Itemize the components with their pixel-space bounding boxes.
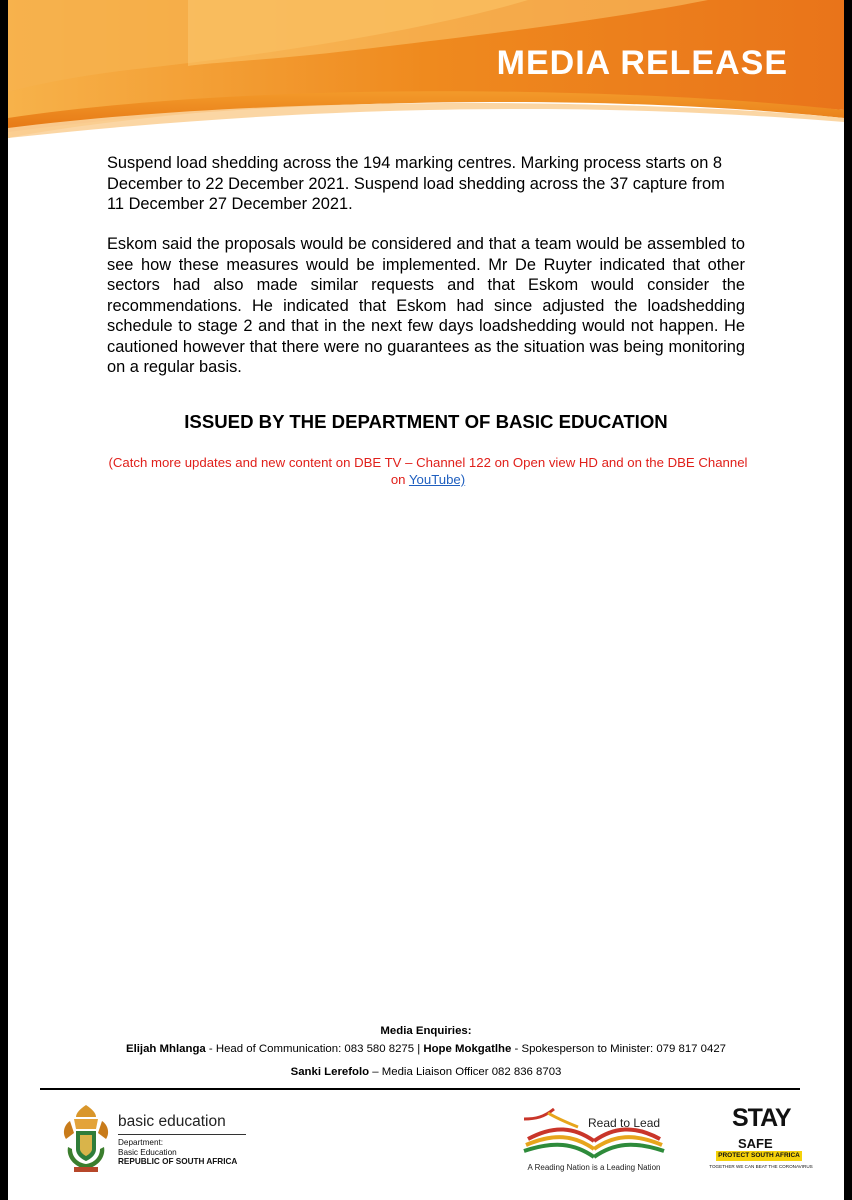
- footer-divider: [40, 1088, 800, 1090]
- media-release-banner: [8, 0, 844, 140]
- read-to-lead-tagline: A Reading Nation is a Leading Nation: [527, 1163, 661, 1172]
- dbe-department-name: Basic Education: [118, 1147, 177, 1157]
- issued-by-heading: ISSUED BY THE DEPARTMENT OF BASIC EDUCATION: [184, 411, 668, 432]
- contact-name: Sanki Lerefolo: [290, 1066, 370, 1078]
- media-enquiries-title: Media Enquiries:: [380, 1025, 472, 1037]
- stay-word: STAY: [732, 1104, 791, 1132]
- protect-south-africa-badge: PROTECT SOUTH AFRICA: [716, 1151, 802, 1161]
- stay-safe-logo: [708, 1104, 818, 1174]
- body-paragraph-1: Suspend load shedding across the 194 marking centres. Marking process starts on 8 December to 22 December 2021. Suspend load shedding across the 37 capture from 11 December 27 December 2021.: [107, 154, 725, 213]
- contact-name: Elijah Mhlanga: [126, 1043, 206, 1055]
- catch-more-notice: [103, 454, 753, 488]
- contact-role: - Head of Communication: 083 580 8275 |: [205, 1043, 424, 1055]
- catch-more-text: (Catch more updates and new content on DBE TV – Channel 122 on Open view HD and on the DBE Channel on: [108, 455, 748, 487]
- dbe-republic-text: REPUBLIC OF SOUTH AFRICA: [118, 1157, 238, 1167]
- dbe-logo-text: [118, 1113, 246, 1167]
- read-to-lead-title: Read to Lead: [588, 1116, 661, 1130]
- coat-of-arms-icon: [60, 1103, 112, 1175]
- media-liaison-contact: [8, 1066, 844, 1078]
- youtube-link[interactable]: YouTube): [408, 472, 466, 487]
- media-enquiries-contacts: [8, 1043, 844, 1055]
- banner-title: MEDIA RELEASE: [496, 44, 788, 82]
- body-paragraph-2: Eskom said the proposals would be considered and that a team would be assembled to see how these measures would be implemented. Mr De Ruyter indicated that other sectors had also made similar requests and that Eskom would consider the recommendations. He indicated that Eskom had since adjusted the loadshedding schedule to stage 2 and that in the next few days loadshedding would not happen. He cautioned however that there were no guarantees as the situation was being monitoring on a regular basis.: [107, 235, 745, 376]
- open-book-icon: [514, 1105, 674, 1163]
- safe-word: SAFE: [738, 1136, 773, 1151]
- contact-name: Hope Mokgatlhe: [423, 1043, 512, 1055]
- read-to-lead-logo: [514, 1105, 674, 1177]
- dbe-department-label: Department:: [118, 1138, 164, 1147]
- document-page: [8, 0, 844, 1200]
- together-tagline: TOGETHER WE CAN BEAT THE CORONAVIRUS: [709, 1164, 813, 1169]
- contact-role: – Media Liaison Officer 082 836 8703: [369, 1066, 562, 1078]
- dbe-underline: [118, 1134, 246, 1135]
- contact-role: - Spokesperson to Minister: 079 817 0427: [511, 1043, 726, 1055]
- dbe-name: basic education: [118, 1113, 226, 1130]
- dbe-republic: [118, 1157, 246, 1167]
